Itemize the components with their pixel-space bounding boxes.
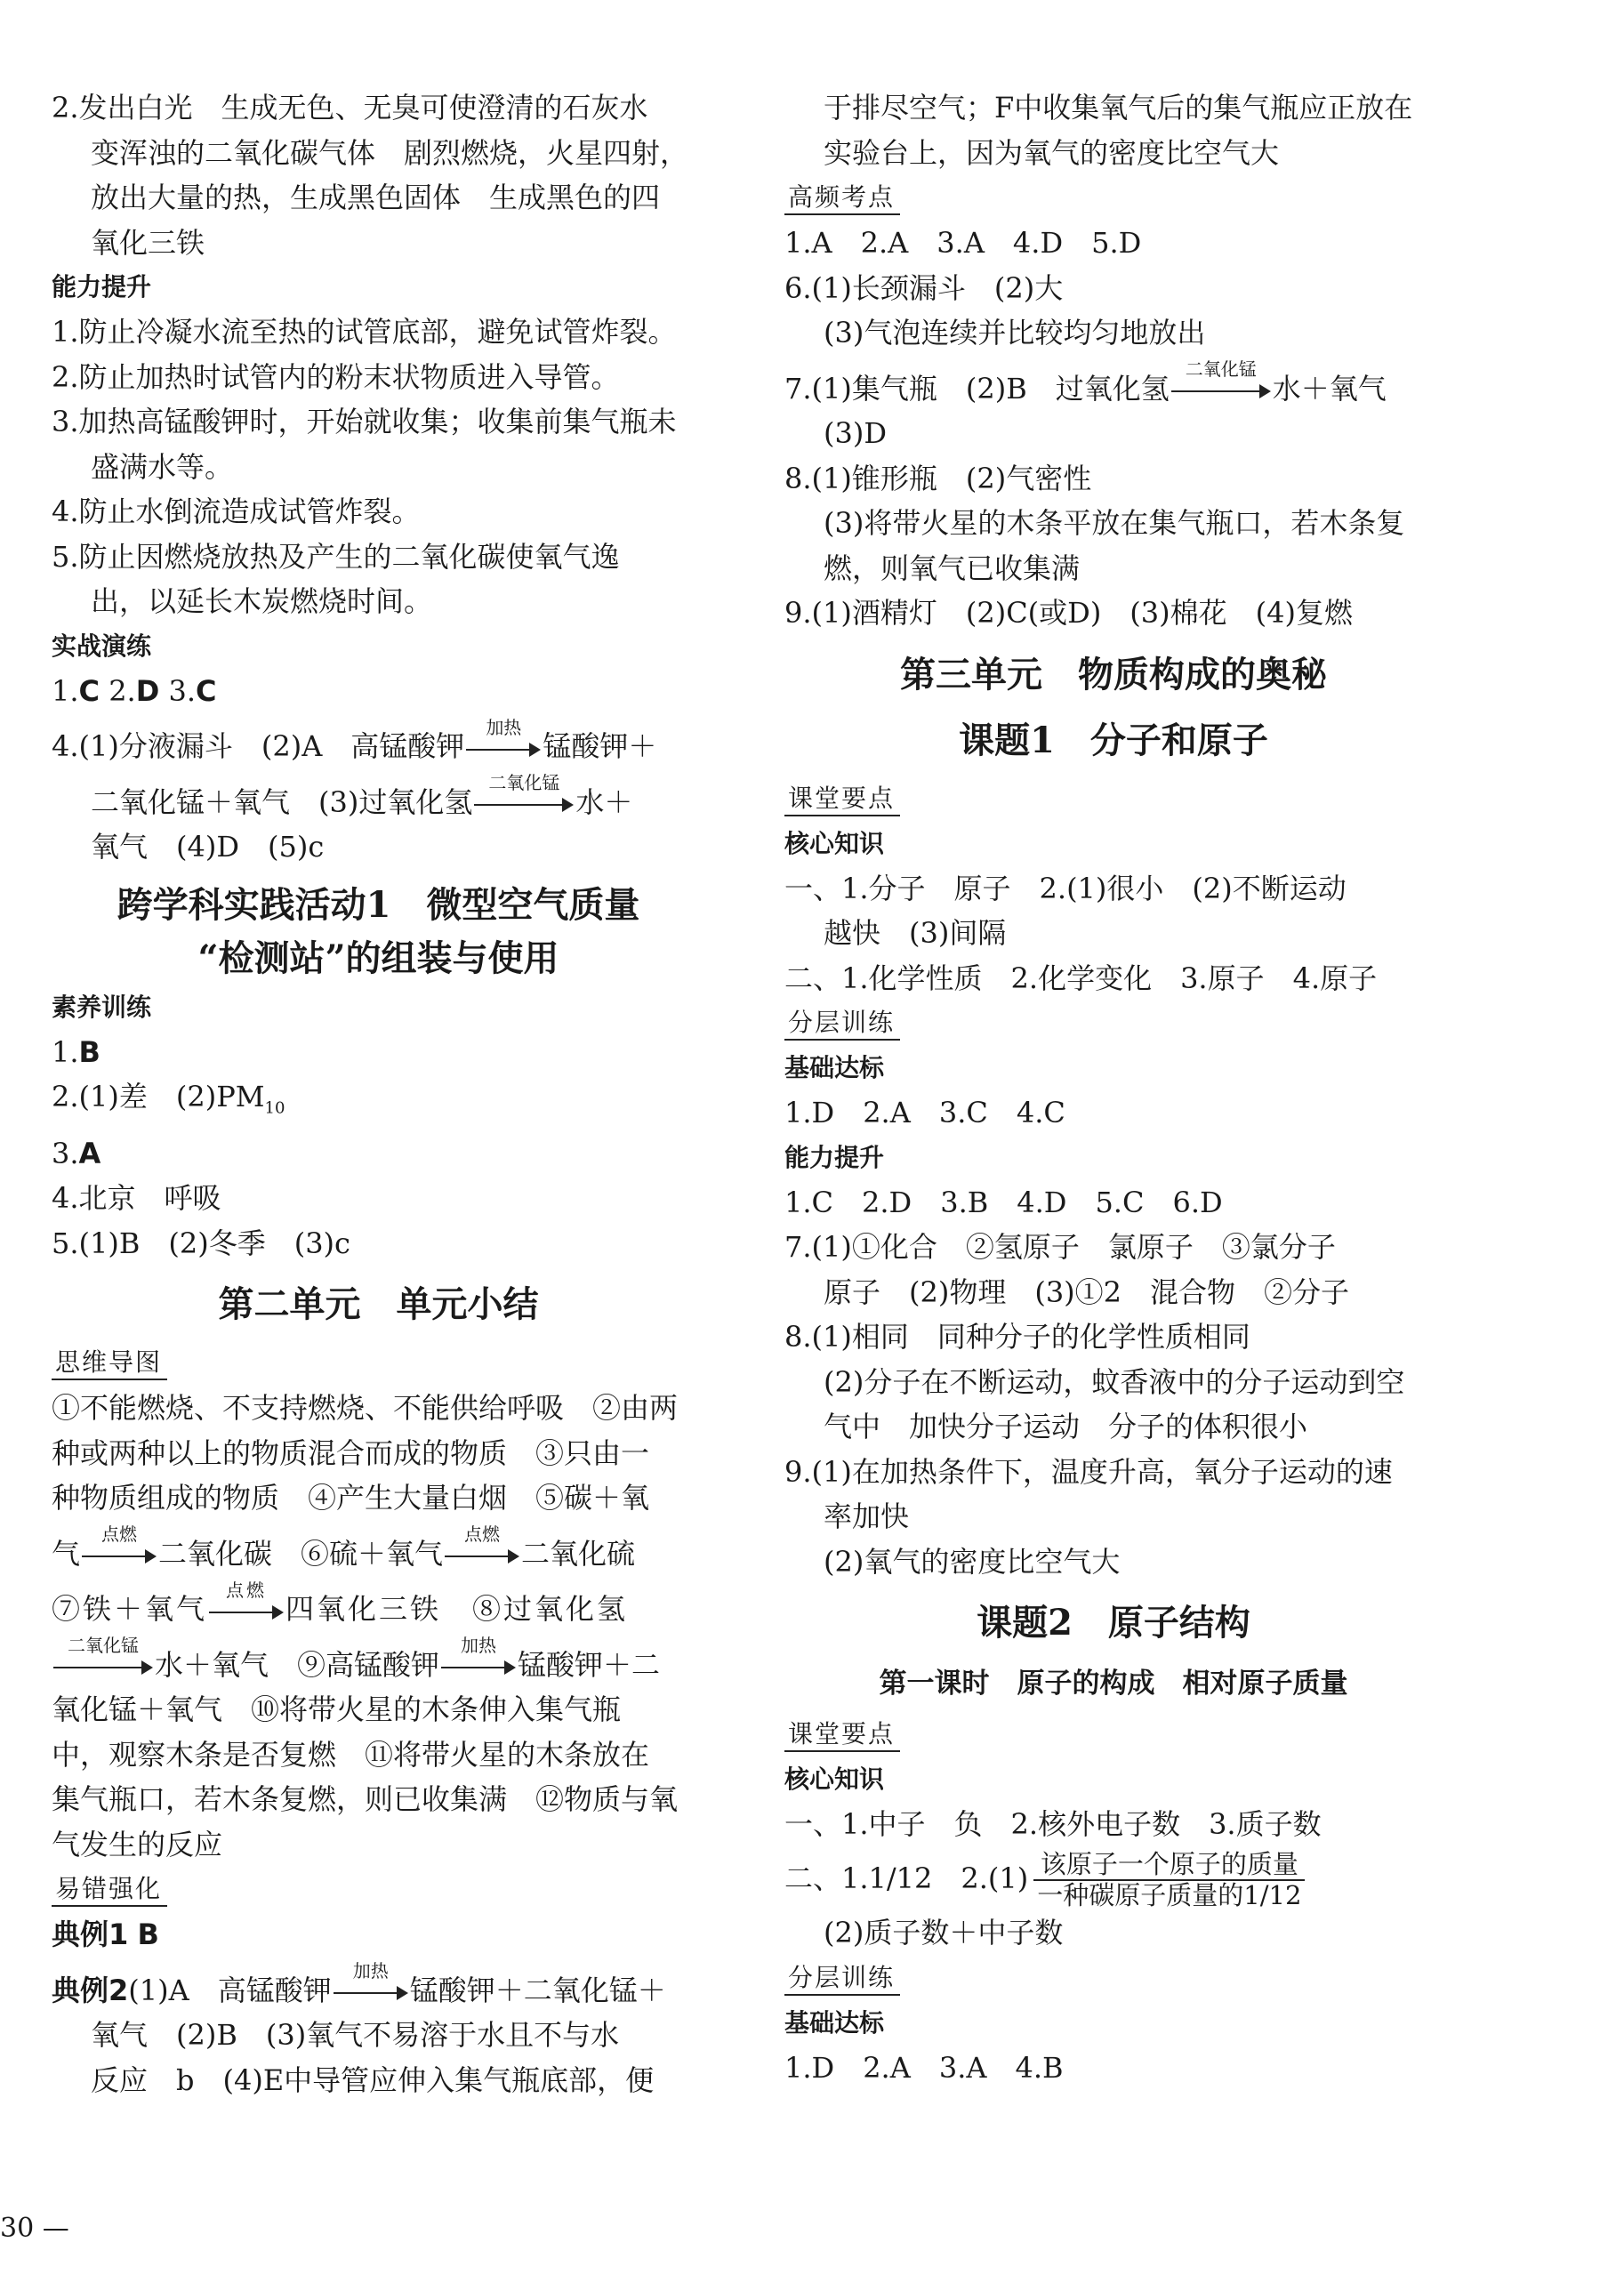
text-line: (2)质子数＋中子数 <box>824 1916 1064 1949</box>
tag-ketang: 课堂要点 <box>784 784 900 816</box>
reaction-arrow <box>474 772 574 814</box>
text-line: 盛满水等。 <box>91 449 234 484</box>
text-line: 二、1.化学性质 2.化学变化 3.原子 4.原子 <box>784 961 1378 995</box>
text-line: 5.(1)B (2)冬季 (3)c <box>52 1226 350 1260</box>
text-line: 越快 (3)间隔 <box>824 916 1007 950</box>
answer-line <box>52 1131 705 1177</box>
equation-text: 锰酸钾＋ <box>543 729 657 763</box>
text-line: 4.防止水倒流造成试管炸裂。 <box>52 494 421 528</box>
answer-number: 3. <box>168 673 196 708</box>
text-line: 放出大量的热，生成黑色固体 生成黑色的四 <box>91 181 661 214</box>
equation-text: (1)A 高锰酸钾 <box>128 1973 332 2007</box>
reaction-arrow <box>1171 358 1271 400</box>
text-line: 1.A 2.A 3.A 4.D 5.D <box>784 226 1142 260</box>
answer-text: 2.(1)差 (2)PM <box>52 1080 265 1113</box>
text-line: ①不能燃烧、不支持燃烧、不能供给呼吸 ②由两 <box>52 1391 679 1426</box>
text-line: 5.防止因燃烧放热及产生的二氧化碳使氧气逸 <box>52 539 620 574</box>
reaction-condition: 加热 <box>461 1635 497 1657</box>
left-column <box>52 85 705 2102</box>
equation-text: ⑦铁＋氧气 <box>52 1592 208 1627</box>
text-line: 出，以延长木炭燃烧时间。 <box>91 584 433 618</box>
equation-text: 4.(1)分液漏斗 (2)A 高锰酸钾 <box>52 729 465 763</box>
text-line: 2.防止加热时试管内的粉末状物质进入导管。 <box>52 359 620 394</box>
equation-text: 水＋ <box>575 784 633 819</box>
equation-text: 锰酸钾＋二氧化锰＋ <box>409 1973 666 2007</box>
fraction-line <box>784 1847 1443 1911</box>
answer-letter: C <box>195 673 217 708</box>
subscript: 10 <box>264 1098 285 1118</box>
text-line: 一、1.分子 原子 2.(1)很小 (2)不断运动 <box>784 871 1347 905</box>
section-title <box>52 879 705 985</box>
section-heading-hexin: 核心知识 <box>784 1765 885 1794</box>
reaction-condition: 点燃 <box>101 1523 138 1546</box>
text-line: (3)D <box>824 416 887 450</box>
text-line: 6.(1)长颈漏斗 (2)大 <box>784 270 1064 305</box>
reaction-arrow <box>82 1523 157 1565</box>
text-line: 率加快 <box>824 1499 910 1533</box>
text-line: 集气瓶口，若木条复燃，则已收集满 ⑫物质与氧 <box>52 1782 679 1817</box>
equation-line <box>52 1635 705 1688</box>
tag-gaopin: 高频考点 <box>784 182 900 215</box>
tag-fenceng: 分层训练 <box>784 1963 900 1996</box>
text-line: 种物质组成的物质 ④产生大量白烟 ⑤碳＋氧 <box>52 1481 650 1515</box>
equation-text: 气 <box>52 1536 81 1571</box>
fraction-numerator: 该原子一个原子的质量 <box>1033 1850 1305 1881</box>
text-line: 燃，则氧气已收集满 <box>824 551 1081 585</box>
text-line: 1.D 2.A 3.A 4.B <box>784 2050 1064 2085</box>
text-line: (3)气泡连续并比较均匀地放出 <box>824 316 1206 350</box>
text-line: 8.(1)锥形瓶 (2)气密性 <box>784 461 1092 495</box>
section-title-unit3: 第三单元 物质构成的奥秘 <box>900 653 1327 695</box>
text-line: 1.D 2.A 3.C 4.C <box>784 1096 1065 1129</box>
text-line: 3.加热高锰酸钾时，开始就收集；收集前集气瓶未 <box>52 405 677 438</box>
text-line: 氧化三铁 <box>91 225 205 260</box>
reaction-condition: 点燃 <box>464 1523 501 1546</box>
equation-text: 水＋氧气 <box>1272 371 1387 406</box>
equation-text: 水＋氧气 ⑨高锰酸钾 <box>155 1647 440 1682</box>
reaction-condition: 二氧化锰 <box>1185 358 1257 380</box>
tag-siwei: 思维导图 <box>52 1347 167 1380</box>
text-line: 气发生的反应 <box>52 1827 223 1861</box>
section-heading-jichu: 基础达标 <box>784 2007 885 2038</box>
text-line: 气中 加快分子运动 分子的体积很小 <box>824 1410 1308 1443</box>
answer-number: 3. <box>52 1136 79 1170</box>
text-line: 氧气 (4)D (5)c <box>91 830 325 864</box>
reaction-arrow <box>445 1523 519 1565</box>
text-line: 氧气 (2)B (3)氧气不易溶于水且不与水 <box>91 2018 620 2053</box>
reaction-arrow <box>334 1960 408 2002</box>
section-title-line: 跨学科实践活动1 微型空气质量 <box>117 883 640 926</box>
section-heading-nengli: 能力提升 <box>52 272 152 301</box>
tag-fenceng: 分层训练 <box>784 1008 900 1041</box>
tag-yicuo: 易错强化 <box>52 1874 167 1907</box>
answer-letter: A <box>78 1136 101 1170</box>
answer-letter: D <box>135 673 160 708</box>
answer-letter: B <box>137 1917 159 1952</box>
section-title-line: “检测站”的组装与使用 <box>197 937 559 979</box>
reaction-arrow <box>53 1635 153 1676</box>
text-line: 9.(1)酒精灯 (2)C(或D) (3)棉花 (4)复燃 <box>784 596 1353 630</box>
section-heading-jichu: 基础达标 <box>784 1053 885 1082</box>
text-line: 实验台上，因为氧气的密度比空气大 <box>824 135 1280 170</box>
reaction-arrow <box>209 1579 284 1621</box>
tag-ketang: 课堂要点 <box>784 1719 900 1752</box>
equation-text: 四氧化三铁 ⑧过氧化氢 <box>285 1592 629 1627</box>
section-heading-shizhan: 实战演练 <box>52 631 152 661</box>
answer-line <box>52 1074 705 1131</box>
equation-text: 二氧化锰＋氧气 (3)过氧化氢 <box>91 784 473 819</box>
text-line: 1.防止冷凝水流至热的试管底部，避免试管炸裂。 <box>52 315 677 349</box>
section-heading-suyang: 素养训练 <box>52 992 152 1022</box>
section-heading-hexin: 核心知识 <box>784 828 885 858</box>
fraction-denominator: 一种碳原子质量的1/12 <box>1037 1880 1302 1910</box>
reaction-condition: 二氧化锰 <box>488 772 560 793</box>
text-line: 2.发出白光 生成无色、无臭可使澄清的石灰水 <box>52 91 648 125</box>
answer-number: 1. <box>52 1034 79 1069</box>
fraction-prefix: 二、1.1/12 2.(1) <box>784 1861 1029 1895</box>
reaction-condition: 点燃 <box>226 1579 268 1601</box>
section-title-k1: 课题1 分子和原子 <box>959 719 1268 761</box>
equation-text: 锰酸钾＋二 <box>518 1647 661 1682</box>
text-line: (3)将带火星的木条平放在集气瓶口，若木条复 <box>824 506 1405 540</box>
equation-line <box>52 1523 705 1577</box>
equation-line <box>52 716 705 769</box>
example-line <box>52 1912 705 1957</box>
answer-number: 2. <box>109 673 136 708</box>
section-title-k2: 课题2 原子结构 <box>977 1602 1250 1644</box>
reaction-arrow <box>441 1635 516 1676</box>
text-line: 种或两种以上的物质混合而成的物质 ③只由一 <box>52 1435 650 1470</box>
text-line: (2)氧气的密度比空气大 <box>824 1544 1121 1579</box>
equation-text: 7.(1)集气瓶 (2)B 过氧化氢 <box>784 371 1170 406</box>
example-label: 典例1 <box>52 1917 129 1952</box>
text-line: 氧化锰＋氧气 ⑩将带火星的木条伸入集气瓶 <box>52 1692 622 1727</box>
text-line: 反应 b (4)E中导管应伸入集气瓶底部，便 <box>91 2062 655 2097</box>
reaction-condition: 加热 <box>486 716 522 738</box>
right-column <box>784 85 1443 2090</box>
text-line: (2)分子在不断运动，蚊香液中的分子运动到空 <box>824 1364 1405 1399</box>
answer-number: 1. <box>52 673 79 708</box>
reaction-arrow <box>466 716 541 759</box>
section-title: 第二单元 单元小结 <box>218 1283 539 1326</box>
text-line: 8.(1)相同 同种分子的化学性质相同 <box>784 1320 1250 1354</box>
equation-line <box>52 1960 705 2014</box>
fraction <box>1033 1850 1305 1910</box>
text-line: 原子 (2)物理 (3)①2 混合物 ②分子 <box>824 1274 1350 1309</box>
reaction-condition: 二氧化锰 <box>68 1635 139 1657</box>
equation-text: 二氧化硫 <box>521 1536 636 1571</box>
section-heading-nengli: 能力提升 <box>784 1142 885 1172</box>
equation-line <box>52 772 705 825</box>
text-line: 1.C 2.D 3.B 4.D 5.C 6.D <box>784 1185 1223 1219</box>
text-line: 9.(1)在加热条件下，温度升高，氧分子运动的速 <box>784 1454 1393 1489</box>
answer-letter: C <box>78 673 100 708</box>
text-line: 4.北京 呼吸 <box>52 1181 221 1216</box>
text-line: 7.(1)①化合 ②氢原子 氯原子 ③氯分子 <box>784 1230 1336 1264</box>
reaction-condition: 加热 <box>352 1960 389 1982</box>
equation-line <box>52 1579 705 1632</box>
answer-line <box>52 1030 705 1075</box>
equation-text: 二氧化碳 ⑥硫＋氧气 <box>158 1536 444 1571</box>
equation-line <box>784 358 1443 412</box>
text-line: 于排尽空气；F中收集氧气后的集气瓶应正放在 <box>824 91 1413 125</box>
page-number: 30 — <box>0 2213 69 2244</box>
text-line: 中，观察木条是否复燃 ⑪将带火星的木条放在 <box>52 1737 650 1772</box>
answer-letter: B <box>78 1034 100 1069</box>
answer-line <box>52 669 705 714</box>
text-line: 变浑浊的二氧化碳气体 剧烈燃烧，火星四射， <box>91 135 689 170</box>
example-label: 典例2 <box>52 1973 129 2007</box>
text-line: 一、1.中子 负 2.核外电子数 3.质子数 <box>784 1807 1322 1841</box>
lesson-subtitle: 第一课时 原子的构成 相对原子质量 <box>879 1668 1348 1700</box>
